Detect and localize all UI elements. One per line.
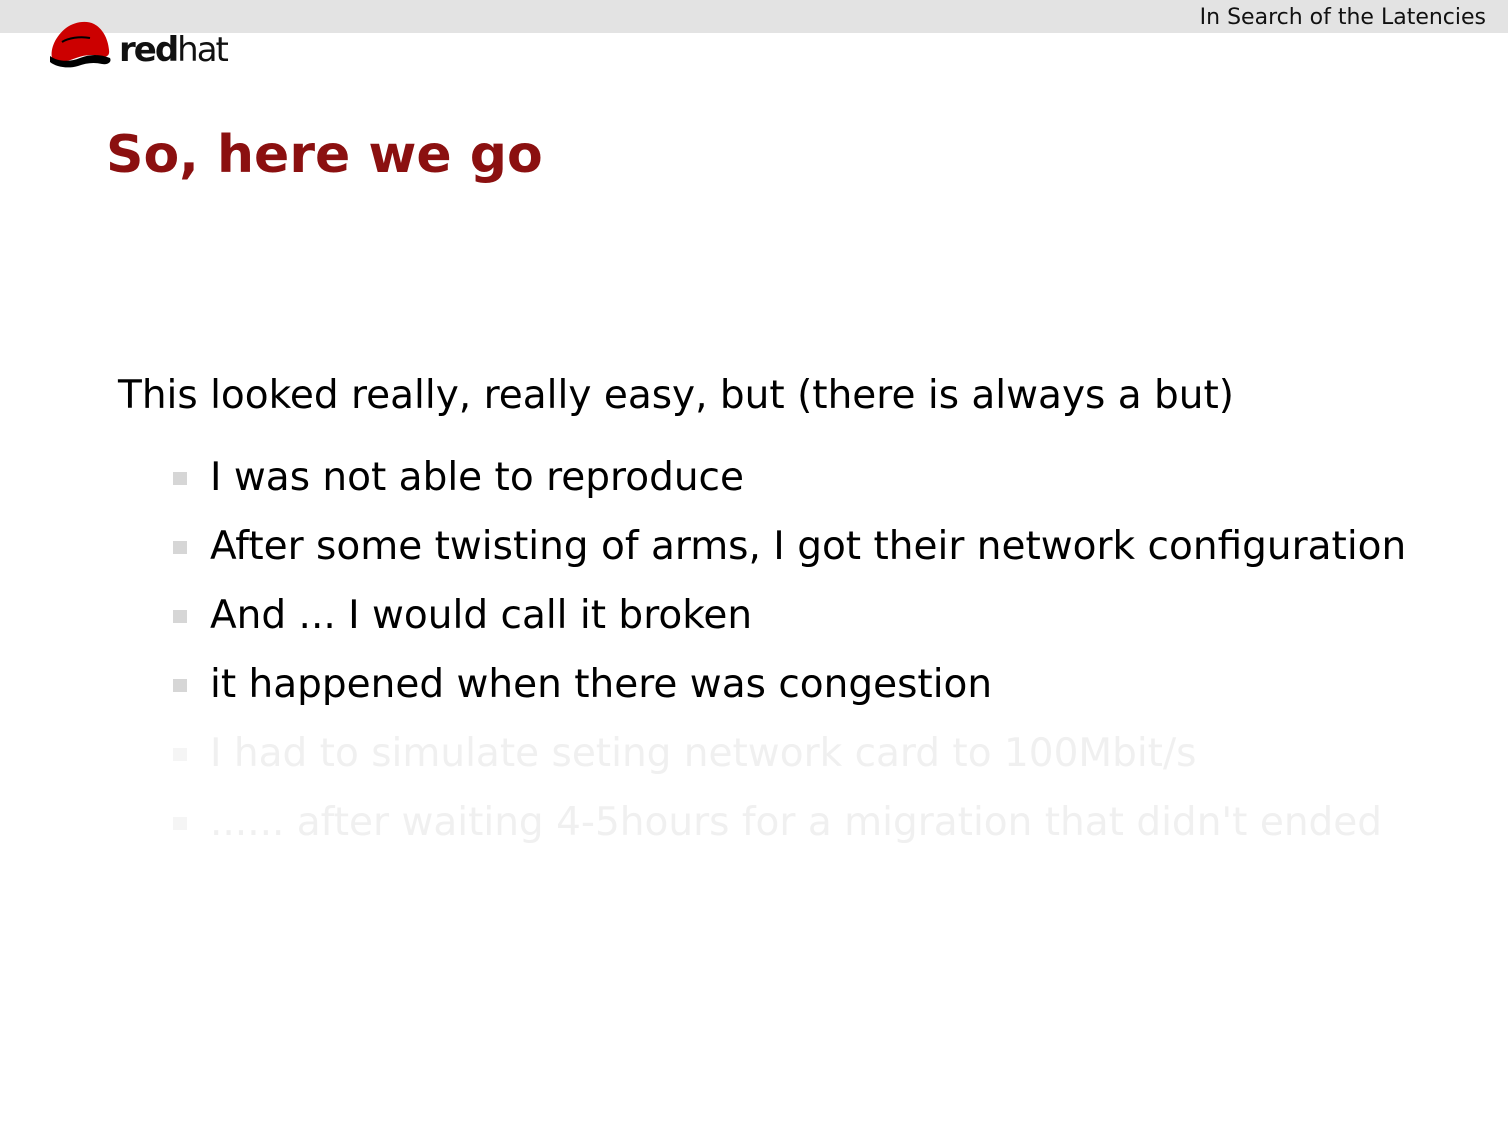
- bullet-marker-icon: [173, 610, 187, 623]
- bullet-text: it happened when there was congestion: [210, 662, 993, 707]
- bullet-text: After some twisting of arms, I got their network configuration: [210, 524, 1407, 569]
- bullet-marker-icon: [173, 541, 187, 554]
- bullet-text: ...... after waiting 4-5hours for a migration that didn't ended: [210, 800, 1383, 845]
- intro-text: This looked really, really easy, but (there is always a but): [118, 373, 1235, 418]
- bullet-marker-icon: [173, 679, 187, 692]
- slide-title: So, here we go: [106, 125, 543, 185]
- bullet-text: I was not able to reproduce: [210, 455, 744, 500]
- presentation-title: In Search of the Latencies: [1199, 5, 1486, 30]
- redhat-hat-icon: [48, 18, 114, 70]
- bullet-text: And ... I would call it broken: [210, 593, 753, 638]
- redhat-wordmark: redhat: [119, 30, 227, 70]
- bullet-marker-icon: [173, 472, 187, 485]
- bullet-text: I had to simulate seting network card to 100Mbit/s: [210, 731, 1197, 776]
- bullet-marker-icon: [173, 817, 187, 830]
- redhat-logo: [48, 18, 248, 72]
- bullet-marker-icon: [173, 748, 187, 761]
